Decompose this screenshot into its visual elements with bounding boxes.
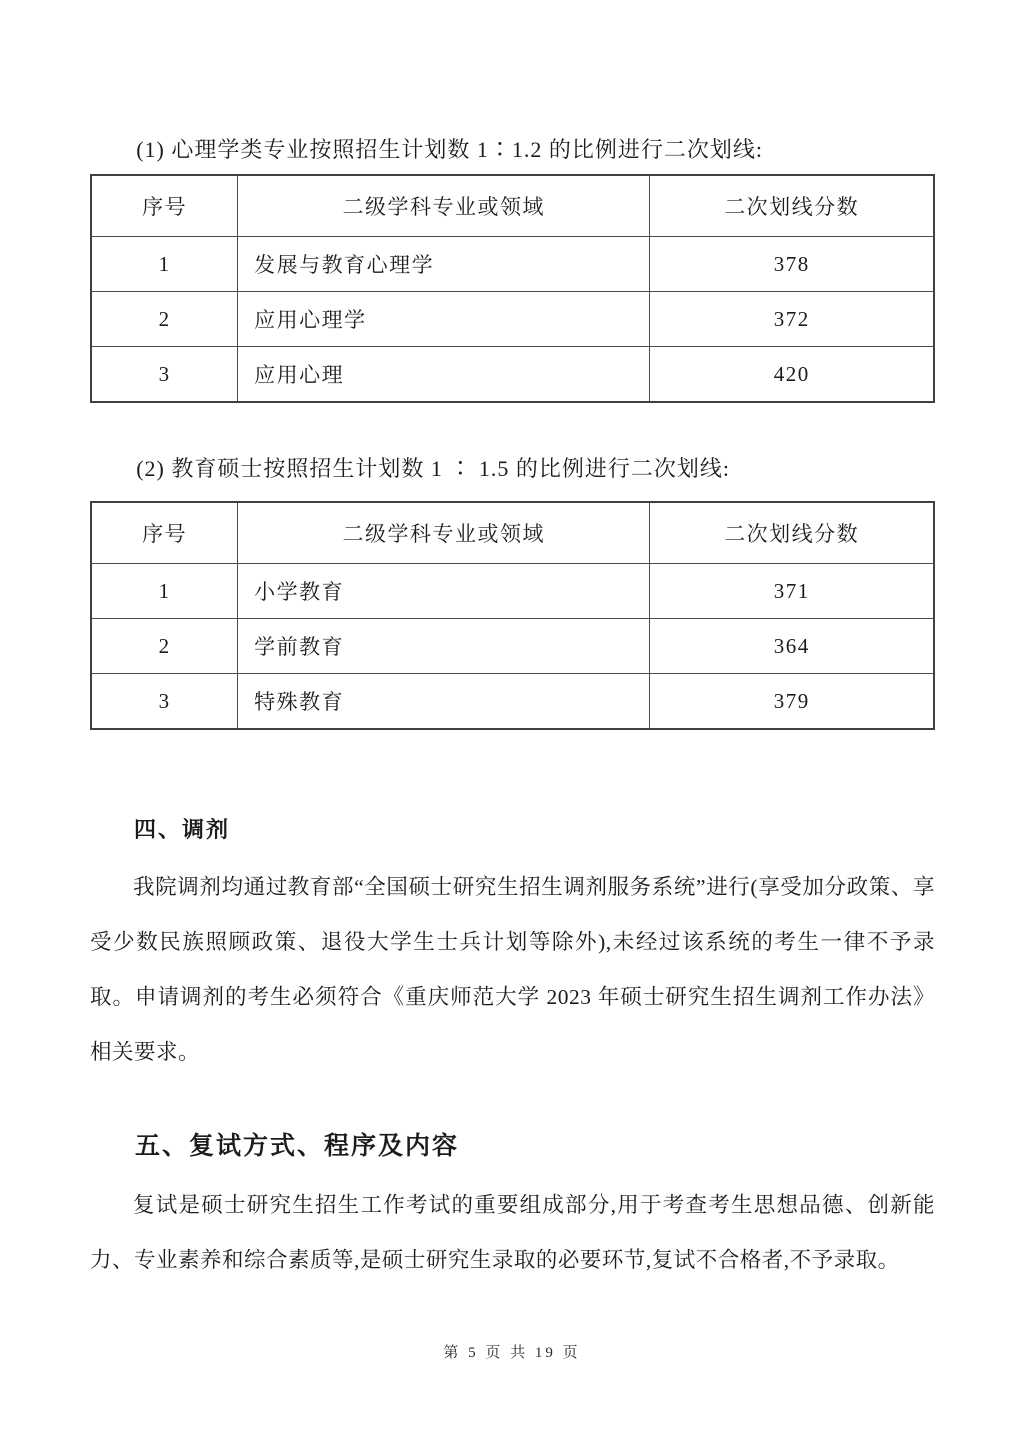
table-header-row bbox=[91, 502, 934, 564]
table-row bbox=[91, 237, 934, 292]
table-row bbox=[91, 674, 934, 730]
cell-discipline: 特殊教育 bbox=[238, 674, 650, 730]
paragraph-fushi: 复试是硕士研究生招生工作考试的重要组成部分,用于考查考生思想品德、创新能力、专业素养和综合素质等,是硕士研究生录取的必要环节,复试不合格者,不予录取。 bbox=[90, 1193, 935, 1272]
paragraph-tiaoji: 我院调剂均通过教育部“全国硕士研究生招生调剂服务系统”进行(享受加分政策、享受少数民族照顾政策、退役大学生士兵计划等除外),未经过该系统的考生一律不予录取。申请调剂的考生必须符合《重庆师范大学 2023 年硕士研究生招生调剂工作办法》相关要求。 bbox=[90, 875, 935, 1064]
cell-score: 378 bbox=[650, 237, 934, 292]
cell-score: 364 bbox=[650, 619, 934, 674]
column-header-discipline: 二级学科专业或领域 bbox=[238, 502, 650, 564]
column-header-discipline: 二级学科专业或领域 bbox=[238, 175, 650, 237]
section-heading-fushi: 五、复试方式、程序及内容 bbox=[135, 1132, 460, 1160]
cell-discipline: 应用心理 bbox=[238, 347, 650, 403]
table-row bbox=[91, 292, 934, 347]
cell-score: 372 bbox=[650, 292, 934, 347]
education-score-table bbox=[90, 501, 935, 730]
cell-index: 3 bbox=[91, 674, 238, 730]
subheading-psychology-ratio: (1) 心理学类专业按照招生计划数 1∶1.2 的比例进行二次划线: bbox=[136, 137, 763, 162]
cell-score: 379 bbox=[650, 674, 934, 730]
section-heading-tiaoji: 四、调剂 bbox=[134, 817, 231, 842]
cell-index: 1 bbox=[91, 564, 238, 619]
cell-score: 420 bbox=[650, 347, 934, 403]
cell-discipline: 学前教育 bbox=[238, 619, 650, 674]
cell-discipline: 小学教育 bbox=[238, 564, 650, 619]
cell-index: 3 bbox=[91, 347, 238, 403]
table-row bbox=[91, 347, 934, 403]
page-number-footer: 第 5 页 共 19 页 bbox=[443, 1345, 581, 1361]
subheading-education-ratio: (2) 教育硕士按照招生计划数 1 ∶ 1.5 的比例进行二次划线: bbox=[136, 456, 730, 481]
column-header-score: 二次划线分数 bbox=[650, 502, 934, 564]
table-row bbox=[91, 564, 934, 619]
table-row bbox=[91, 619, 934, 674]
cell-score: 371 bbox=[650, 564, 934, 619]
column-header-score: 二次划线分数 bbox=[650, 175, 934, 237]
column-header-index: 序号 bbox=[91, 175, 238, 237]
cell-discipline: 发展与教育心理学 bbox=[238, 237, 650, 292]
cell-index: 2 bbox=[91, 619, 238, 674]
cell-index: 2 bbox=[91, 292, 238, 347]
cell-discipline: 应用心理学 bbox=[238, 292, 650, 347]
column-header-index: 序号 bbox=[91, 502, 238, 564]
cell-index: 1 bbox=[91, 237, 238, 292]
table-header-row bbox=[91, 175, 934, 237]
psychology-score-table bbox=[90, 174, 935, 403]
